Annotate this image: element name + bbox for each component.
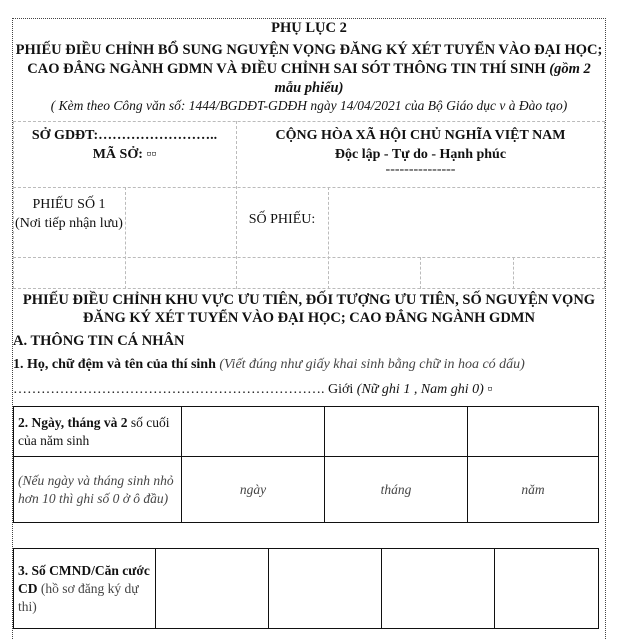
q3-label: 3. Số CMND/Căn cước CD (hồ sơ đăng ký dự thi)	[14, 549, 156, 629]
name-gender-row: …………………………………………………………. Giới (Nữ ghi 1 , Nam ghi 0) ▫	[13, 382, 493, 397]
id-input-1[interactable]	[156, 549, 269, 629]
main-title-line2: CAO ĐẲNG NGÀNH GDMN VÀ ĐIỀU CHỈNH SAI SÓT THÔNG TIN THÍ SINH (gồm 2 mẫu phiếu)	[27, 61, 591, 96]
month-input[interactable]	[325, 407, 468, 457]
so-phieu-label: SỐ PHIẾU:	[248, 212, 316, 227]
country-name: CỘNG HÒA XÃ HỘI CHỦ NGHĨA VIỆT NAM	[275, 128, 566, 143]
motto: Độc lập - Tự do - Hạnh phúc	[334, 147, 507, 162]
year-label: năm	[521, 481, 545, 497]
document-page	[12, 18, 606, 639]
id-input-4[interactable]	[495, 549, 599, 629]
id-input-2[interactable]	[269, 549, 382, 629]
day-input[interactable]	[182, 407, 325, 457]
main-title-line1: PHIẾU ĐIỀU CHỈNH BỔ SUNG NGUYỆN VỌNG ĐĂNG KÝ XÉT TUYỂN VÀO ĐẠI HỌC;	[15, 42, 603, 58]
month-label: tháng	[380, 481, 412, 497]
so-gddt-label: SỞ GDĐT:……………………..	[31, 128, 218, 143]
ma-so-label: MÃ SỞ: ▫▫	[92, 147, 157, 162]
phieu-note: (Nơi tiếp nhận lưu)	[15, 216, 123, 231]
birthdate-table	[13, 406, 599, 523]
id-table	[13, 548, 599, 629]
year-input[interactable]	[468, 407, 599, 457]
phieu-so-label: PHIẾU SỐ 1	[32, 197, 106, 212]
appendix-heading: PHỤ LỤC 2	[271, 20, 347, 36]
q1-row: 1. Họ, chữ đệm và tên của thí sinh (Viết đúng như giấy khai sinh bằng chữ in hoa có dấu)	[13, 357, 525, 372]
q2-note: (Nếu ngày và tháng sinh nhỏ hơn 10 thì ghi số 0 ở ô đầu)	[18, 472, 174, 506]
id-input-3[interactable]	[382, 549, 495, 629]
form-title-line1: PHIẾU ĐIỀU CHỈNH KHU VỰC ƯU TIÊN, ĐỐI TƯỢNG ƯU TIÊN, SỐ NGUYỆN VỌNG	[22, 292, 596, 308]
form-title-line2: ĐĂNG KÝ XÉT TUYỂN VÀO ĐẠI HỌC; CAO ĐẲNG NGÀNH GDMN	[83, 310, 535, 326]
reference-note: ( Kèm theo Công văn số: 1444/BGDĐT-GDĐH ngày 14/04/2021 của Bộ Giáo dục v à Đào tạo)	[50, 98, 568, 113]
day-label: ngày	[239, 481, 267, 497]
name-input[interactable]: ………………………………………………………….	[13, 382, 325, 397]
section-a-heading: A. THÔNG TIN CÁ NHÂN	[13, 333, 185, 349]
gender-checkbox[interactable]: ▫	[487, 382, 493, 397]
q2-label: 2. Ngày, tháng và 2 số cuối của năm sinh	[14, 407, 182, 457]
motto-rule: ---------------	[385, 162, 456, 177]
